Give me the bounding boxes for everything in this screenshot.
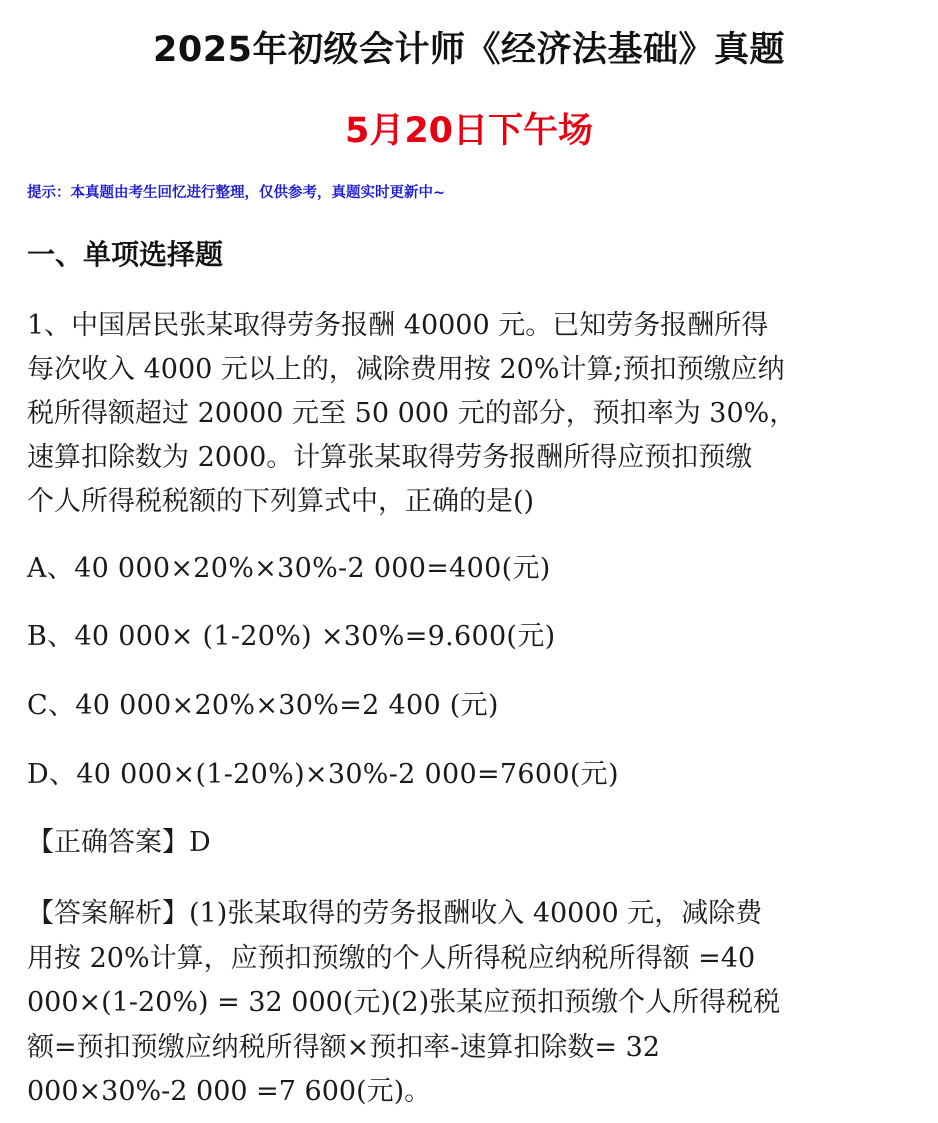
exam-session-title: 5月20日下午场 bbox=[344, 111, 594, 151]
question-line: 1、中国居民张某取得劳务报酬 40000 元。已知劳务报酬所得 bbox=[27, 310, 769, 341]
analysis-line: 用按 20%计算，应预扣预缴的个人所得税应纳税所得额 =40 bbox=[27, 942, 756, 974]
question-line: 个人所得税税额的下列算式中，正确的是() bbox=[27, 486, 535, 517]
correct-answer: 【正确答案】D bbox=[27, 827, 211, 858]
analysis-line: 【答案解析】(1)张某取得的劳务报酬收入 40000 元，减除费 bbox=[27, 898, 763, 929]
document-title: 2025年初级会计师《经济法基础》真题 bbox=[153, 30, 785, 70]
question-line: 每次收入 4000 元以上的，减除费用按 20%计算;预扣预缴应纳 bbox=[27, 354, 785, 385]
option-a: A、40 000×20%×30%-2 000=400(元) bbox=[27, 553, 551, 584]
analysis-line: 额=预扣预缴应纳税所得额×预扣率-速算扣除数= 32 bbox=[27, 1031, 660, 1063]
question-stem bbox=[27, 304, 917, 524]
option-b: B、40 000× (1-20%) ×30%=9.600(元) bbox=[27, 621, 556, 652]
option-d: D、40 000×(1-20%)×30%-2 000=7600(元) bbox=[27, 759, 619, 790]
analysis-line: 000×30%-2 000 =7 600(元)。 bbox=[27, 1076, 432, 1107]
answer-analysis bbox=[27, 892, 922, 1115]
section-heading: 一、单项选择题 bbox=[27, 238, 224, 271]
notice-text: 提示：本真题由考生回忆进行整理，仅供参考，真题实时更新中~ bbox=[27, 185, 446, 201]
question-line: 速算扣除数为 2000。计算张某取得劳务报酬所得应预扣预缴 bbox=[27, 442, 753, 473]
option-c: C、40 000×20%×30%=2 400 (元) bbox=[27, 690, 499, 721]
analysis-line: 000×(1-20%) = 32 000(元)(2)张某应预扣预缴个人所得税税 bbox=[27, 987, 781, 1018]
question-line: 税所得额超过 20000 元至 50 000 元的部分，预扣率为 30%， bbox=[27, 398, 797, 429]
